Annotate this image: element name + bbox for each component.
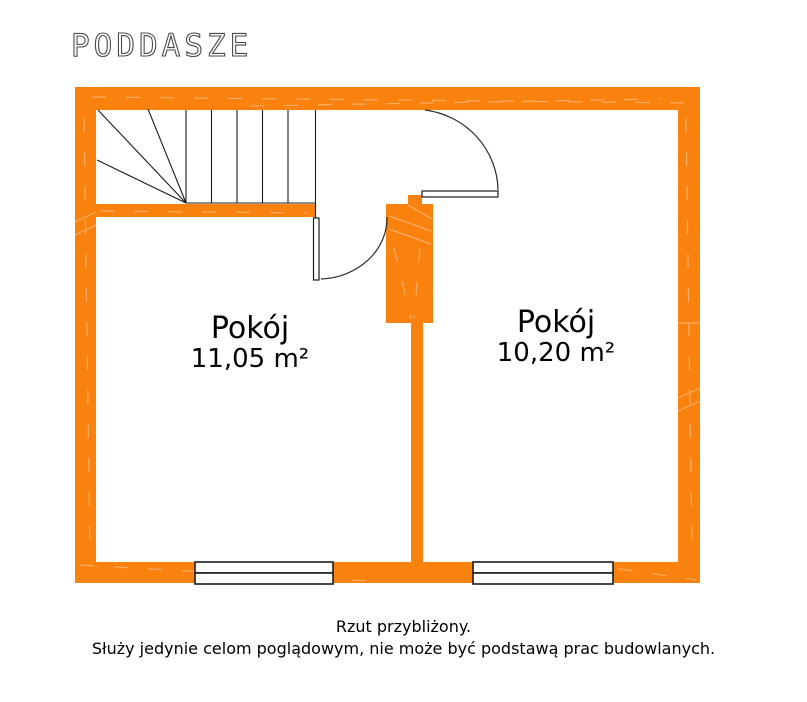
- footer-note: [0, 616, 807, 660]
- door-leaf: [314, 218, 320, 280]
- window-pane: [473, 573, 613, 584]
- door-left-room: [314, 217, 388, 280]
- stair-winder-line: [98, 110, 186, 203]
- stair-winder-line: [148, 109, 186, 203]
- window-pane: [195, 573, 333, 584]
- door-leaf: [422, 191, 498, 197]
- chimney-stub: [408, 195, 422, 205]
- stairs: [97, 109, 316, 218]
- window-left-room: [195, 562, 333, 584]
- window-right-room: [473, 562, 613, 584]
- room-name: Pokój: [516, 305, 596, 340]
- footer-line-1: Rzut przybliżony.: [335, 617, 472, 636]
- room-area: 10,20 m²: [496, 338, 616, 368]
- page-title: PODDASZE: [71, 28, 253, 64]
- chimney: [386, 204, 433, 323]
- room-label-right: [456, 306, 656, 368]
- room-area: 11,05 m²: [190, 344, 310, 374]
- window-pane: [195, 562, 333, 573]
- door-right-room: [422, 110, 498, 197]
- window-pane: [473, 562, 613, 573]
- room-name: Pokój: [210, 311, 290, 346]
- door-swing-arc: [321, 217, 387, 279]
- interior-wall-vertical: [411, 323, 423, 563]
- room-label-left: [150, 312, 350, 374]
- footer-line-2: Służy jedynie celom poglądowym, nie może być podstawą prac budowlanych.: [91, 639, 716, 658]
- interior-wall-horizontal: [75, 204, 315, 217]
- door-swing-arc: [425, 110, 498, 190]
- stair-winder-line: [97, 160, 186, 203]
